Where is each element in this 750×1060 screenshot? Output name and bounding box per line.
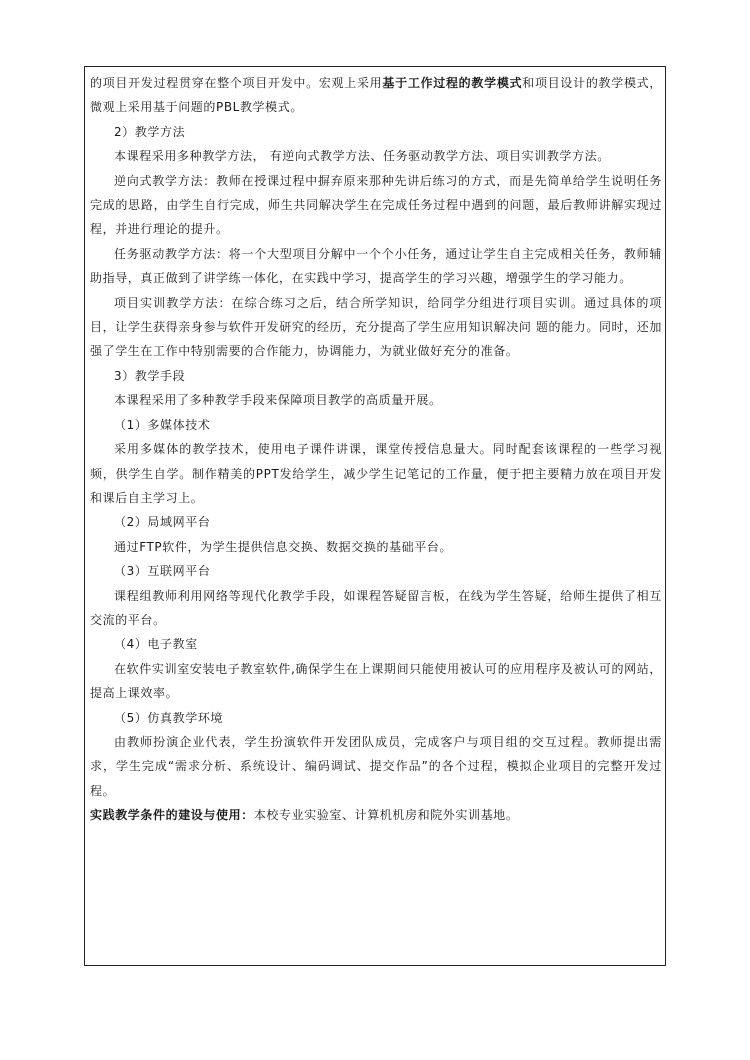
means-item-title: （2）局域网平台 — [114, 515, 211, 530]
intro-text-1: 的项目开发过程贯穿在整个项目开发中。宏观上采用 — [90, 76, 383, 90]
practice-label: 实践教学条件的建设与使用： — [90, 808, 254, 823]
means-item-text: 采用多媒体的教学技术，使用电子课件讲课，课堂传授信息量大。同时配套该课程的一些学习视频，供学生自学。制作精美的PPT发给学生，减少学生记笔记的工作量，便于把主要精力放在项目开发和课后自主学习上。 — [90, 442, 662, 505]
means-summary: 本课程采用了多种教学手段来保障项目教学的高质量开展。 — [114, 393, 442, 408]
methods-summary: 本课程采用多种教学方法， 有逆向式教学方法、任务驱动教学方法、项目实训教学方法。 — [114, 149, 610, 164]
practice-paragraph — [90, 803, 662, 827]
project-training-paragraph: 项目实训教学方法：在综合练习之后，结合所学知识，给同学分组进行项目实训。通过具体的项目，让学生获得亲身参与软件开发研究的经历，充分提高了学生应用知识解决问 题的能力。同时，还加强了学生在工作中特别需要的合作能力，协调能力，为就业做好充分的准备。 — [90, 295, 662, 359]
practice-text: 本校专业实验室、计算机机房和院外实训基地。 — [253, 808, 519, 823]
document-body — [90, 71, 662, 828]
means-item-title: （3）互联网平台 — [114, 564, 211, 579]
intro-bold-term: 基于工作过程的教学模式 — [382, 76, 523, 90]
means-item-text: 在软件实训室安装电子教室软件,确保学生在上课期间只能使用被认可的应用程序及被认可的网站，提高上课效率。 — [90, 661, 662, 701]
intro-paragraph — [90, 71, 662, 120]
means-item-title: （1）多媒体技术 — [114, 417, 211, 432]
means-item-title: （5）仿真教学环境 — [114, 710, 224, 725]
means-heading: 3）教学手段 — [114, 368, 186, 383]
methods-heading: 2）教学方法 — [114, 124, 186, 139]
means-item-text: 课程组教师利用网络等现代化教学手段，如课程答疑留言板，在线为学生答疑，给师生提供了相互交流的平台。 — [90, 588, 662, 627]
task-driven-paragraph: 任务驱动教学方法：将一个大型项目分解中一个个小任务，通过让学生自主完成相关任务，教师辅助指导，真正做到了讲学练一体化，在实践中学习，提高学生的学习兴趣，增强学生的学习能力。 — [90, 246, 662, 286]
intro-text-2: 和项目设计的教学模式，微观上采用基于问题的PBL教学模式。 — [90, 76, 662, 115]
means-item-title: （4）电子教室 — [114, 637, 198, 652]
reverse-method-paragraph: 逆向式教学方法：教师在授课过程中摒弃原来那种先讲后练习的方式，而是先简单给学生说明任务完成的思路，由学生自行完成，师生共同解决学生在完成任务过程中遇到的问题，最后教师讲解实现过程，并进行理论的提升。 — [90, 173, 662, 237]
means-item-text: 由教师扮演企业代表，学生扮演软件开发团队成员，完成客户与项目组的交互过程。教师提出需求，学生完成“需求分析、系统设计、编码调试、提交作品”的各个过程，模拟企业项目的完整开发过程。 — [90, 734, 662, 798]
means-item-text: 通过FTP软件，为学生提供信息交换、数据交换的基础平台。 — [114, 539, 453, 554]
